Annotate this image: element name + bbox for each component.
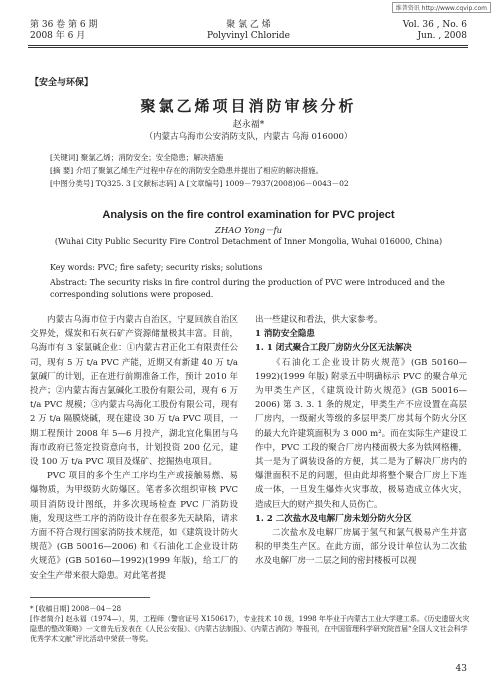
section-tag: 【安全与环保】 [30, 78, 94, 88]
body-paragraph: 二次盐水及电解厂房属于氢气和氯气极易产生并富积的甲类生产区。在此方面，部分设计单位认为二次盐水及电解厂房一二层之间的密封楼板可以视 [255, 528, 467, 567]
english-abstract: Abstract: The security risks in fire control during the production of PVC were introduced and the corresponding solutions were proposed. [50, 278, 445, 299]
english-title: Analysis on the fire control examination for PVC project [102, 209, 395, 221]
english-affiliation: (Wuhai City Public Security Fire Control Detachment of Inner Mongolia, Wuhai 016000, China) [54, 237, 443, 246]
body-paragraph: 《石油化工企业设计防火规范》(GB 50160—1992)(1999 年版) 附录五中明确标示 PVC 的聚合单元为甲类生产区，《建筑设计防火规范》(GB 50016—2006) 第 3. 3. 1 条的规定，甲类生产不应设置在高层厂房内，一级耐火等级的多层甲类厂房其每个防火分区的最大允许建筑面积为 3 000 m²。而在实际生产建设工作中，PVC 工段的聚合厂房内楼面极大多为铁网格栅，其一是为了调装设备的方便，其二是为了解决厂房内的爆泄面积不足的问题，但由此却将整个聚合厂房上下连成一体，一旦发生爆炸火灾事故，极易造成立体火灾，造成巨大的财产损失和人员伤亡。 [255, 357, 467, 510]
body-paragraph: 内蒙古乌海市位于内蒙古自治区，宁夏回族自治区交界处，煤炭和石灰石矿产资源储量极其丰富。目前，乌海市有 3 家氯碱企业：①内蒙古君正化工有限责任公司，现有 5 万 t/a PVC 产能，近期又有新建 40 万 t/a 氯碱厂的计划，正在进行前期准备工作，预计 2010 年投产；②内蒙古海吉氯碱化工股份有限公司，现有 6 万 t/a PVC 规模；③内蒙古乌海化工股份有限公司，现有 2 万 t/a 隔膜烧碱，现在建设 30 万 t/a PVC 项目，一期工程预计 2008 年 5—6 月投产，湖北宜化集团与乌海市政府已签定投资意向书，计划投资 200 亿元，建设 100 万 t/a PVC 项目及煤矿、挖掘热电项目。 [30, 315, 238, 468]
subsection-heading: 1. 2 二次盐水及电解厂房未划分防火分区 [255, 513, 412, 524]
classification-meta: [中图分类号] TQ325. 3 [文献标志码] A [文章编号] 1009－7937(2008)06－0043－02 [50, 179, 349, 188]
article-title: 聚氯乙烯项目消防审核分析 [140, 97, 357, 115]
source-stamp: 维普资讯 http://www.cqvip.com [392, 2, 491, 13]
abstract-cn: [摘 要] 介绍了聚氯乙烯生产过程中存在的消防安全隐患并提出了相应的解决措施。 [50, 166, 324, 175]
english-author: ZHAO Yong－fu [214, 226, 283, 236]
journal-name-cn: 聚 氯 乙 烯 [226, 20, 271, 30]
body-paragraph: 出一些建议和看法，供大家参考。 [255, 315, 383, 325]
body-paragraph: PVC 项目的多个生产工序均生产或接触易燃、易爆物质，为甲级防火防爆区。笔者多次组织审核 PVC 项目消防设计图纸，并多次现场检查 PVC 厂消防设施，发现这些工序的消防设计存在很多先天缺陷，请求方面不符合现行国家消防技术规范，如《建筑设计防火规范》(GB 50016—2006) 和《石油化工企业设计防火规范》(GB 50160—1992)(1999 年版)，给工厂的安全生产带来很大隐患。对此笔者提 [30, 471, 238, 581]
footnote-bio: [作者简介] 赵永福（1974—），男，工程师（警官证号 X150617），专业技术 10 级，1998 年毕业于内蒙古工业大学建工系。《历史遗留火灾隐患的整改策略》一文曾先后发表在《人民公安报》、《内蒙古法制报》、《内蒙古消防》等报刊，在中国管理科学研究院首届“全国人文社会科学优秀学术文献”评比活动中荣获一等奖。 [30, 615, 470, 643]
english-keywords: Key words: PVC; fire safety; security risks; solutions [50, 263, 263, 272]
article-author: 赵永福* [232, 120, 265, 130]
body-right-column [255, 313, 467, 569]
body-left-column [30, 313, 238, 583]
journal-vol-en [403, 20, 467, 42]
author-affiliation: （内蒙古乌海市公安消防支队，内蒙古 乌海 016000） [144, 132, 353, 142]
page-number: 43 [455, 664, 467, 674]
section-heading: 1 消防安全隐患 [255, 329, 315, 340]
vol-no-en: Vol. 36 , No. 6 [402, 20, 467, 30]
keywords-cn: [关键词] 聚氯乙烯；消防安全；安全隐患；解决措施 [50, 153, 224, 162]
volume-issue: 第 36 卷 第 6 期 [30, 20, 98, 30]
footnote-received: * [收稿日期] 2008－04－28 [30, 605, 122, 613]
header-rule [28, 45, 468, 46]
issue-date: 2008 年 6 月 [30, 31, 86, 41]
footnote-rule [30, 597, 150, 598]
date-en: Jun. , 2008 [417, 31, 467, 41]
footnote [30, 604, 470, 644]
header-rule-2 [28, 47, 468, 48]
journal-name-en: Polyvinyl Chloride [207, 31, 290, 41]
subsection-heading: 1. 1 闭式聚合工段厂房防火分区无法解决 [255, 343, 412, 354]
